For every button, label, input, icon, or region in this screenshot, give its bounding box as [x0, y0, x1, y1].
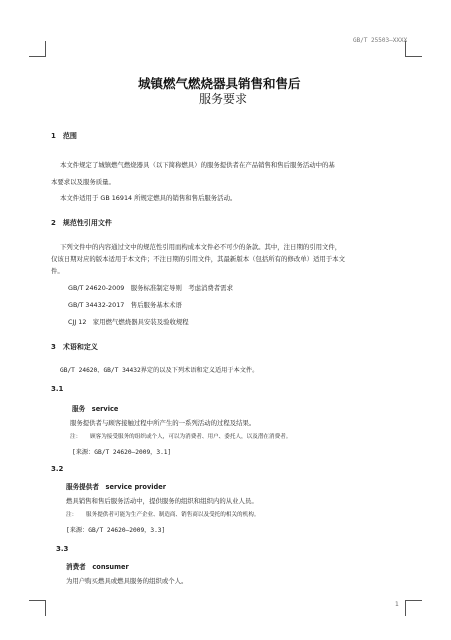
term-3-1-note: 顾客为接受服务的组织或个人，可以为消费者、用户、委托人，以及潜在消费者。 [90, 434, 292, 440]
reference-item: GB/T 34432-2017 售后服务基本术语 [68, 301, 182, 309]
term-3-1-source: [来源：GB/T 24620—2009，3.1] [72, 449, 172, 456]
term-3-3-title: 消费者 consumer [66, 563, 129, 571]
term-3-2-title: 服务提供者 service provider [66, 483, 166, 491]
term-3-2-note: 服务提供者可能为生产企业、制造商、销售商以及受托的相关的机构。 [86, 512, 260, 518]
section-1-para-1-line-1: 本文件规定了城镇燃气燃烧器具（以下简称燃具）的服务提供者在产品销售和售后服务活动中的基 [60, 161, 335, 169]
reference-item: CJJ 12 家用燃气燃烧器具安装及验收规程 [68, 318, 189, 326]
document-title: 城镇燃气燃烧器具销售和售后 [138, 76, 301, 91]
crop-mark-bottom-right-h [406, 600, 422, 601]
section-3-heading: 3 术语和定义 [51, 343, 98, 351]
crop-mark-top-left-h [29, 56, 45, 57]
term-3-1-definition: 服务提供者与顾客接触过程中所产生的一系列活动的过程及结果。 [70, 419, 256, 427]
section-1-para-2: 本文件适用于 GB 16914 所规定燃具的销售和售后服务活动。 [60, 194, 237, 202]
section-1-para-1-line-2: 本要求以及服务质量。 [51, 178, 115, 186]
term-3-1-number: 3.1 [51, 385, 64, 393]
section-2-heading: 2 规范性引用文件 [51, 219, 112, 227]
crop-mark-bottom-left-v [45, 600, 46, 616]
term-3-3-number: 3.3 [56, 545, 69, 553]
term-3-2-number: 3.2 [51, 465, 64, 473]
section-2-para-line-3: 件。 [51, 267, 64, 275]
crop-mark-bottom-right-v [405, 600, 406, 616]
term-3-2-definition: 燃具销售和售后服务活动中，提供服务的组织和组织内的从业人员。 [66, 497, 258, 505]
crop-mark-bottom-left-h [29, 600, 45, 601]
standard-number: GB/T 25503—XXXX [353, 37, 408, 44]
term-3-1-title: 服务 service [72, 405, 119, 413]
section-2-para-line-1: 下列文件中的内容通过文中的规范性引用而构成本文件必不可少的条款。其中，注日期的引用文件， [60, 243, 342, 251]
crop-mark-top-left-v [45, 41, 46, 57]
page-number: 1 [395, 601, 399, 608]
term-3-2-note-label: 注： [66, 512, 78, 518]
reference-item: GB/T 24620-2009 服务标准制定导则 考虑消费者需求 [68, 284, 233, 292]
document-subtitle: 服务要求 [199, 92, 248, 106]
crop-mark-top-right-h [406, 56, 422, 57]
term-3-3-definition: 为用户购买燃具或燃具服务的组织或个人。 [66, 577, 188, 585]
section-3-intro: GB/T 24620、GB/T 34432界定的以及下列术语和定义适用于本文件。 [60, 367, 259, 374]
section-1-heading: 1 范围 [51, 132, 77, 140]
term-3-2-source: [来源：GB/T 24620—2009，3.3] [66, 527, 166, 534]
section-2-para-line-2: 仅该日期对应的版本适用于本文件；不注日期的引用文件，其最新版本（包括所有的修改单）适用于本文 [51, 255, 345, 263]
term-3-1-note-label: 注： [70, 434, 82, 440]
